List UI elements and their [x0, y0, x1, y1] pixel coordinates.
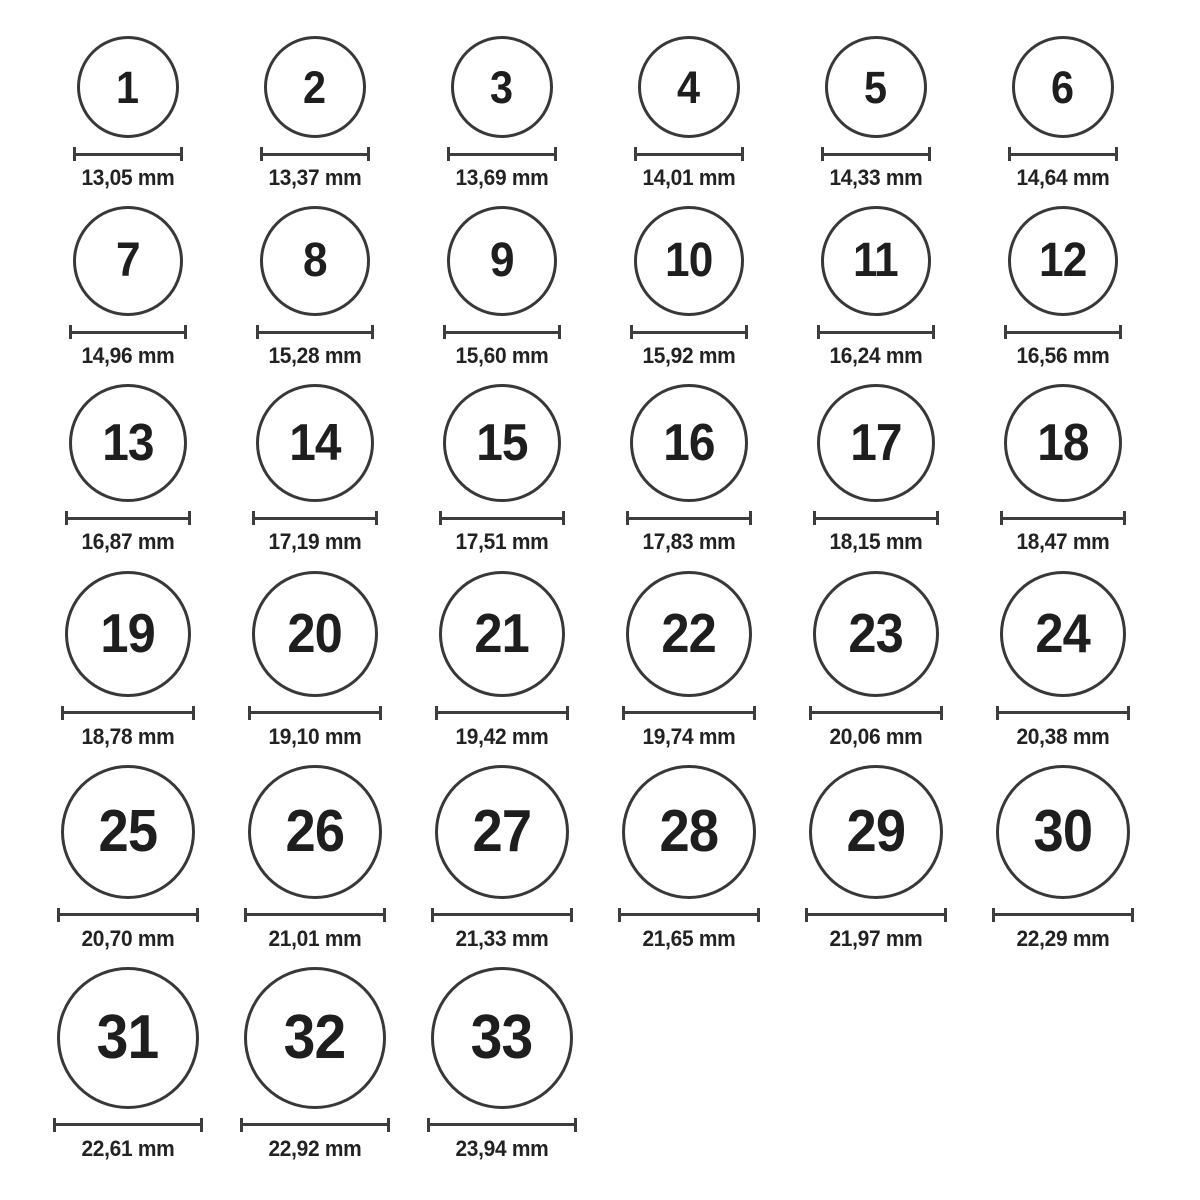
diameter-label: 14,33 mm: [828, 165, 922, 190]
ring-size-item: [408, 765, 595, 951]
ring-number: 29: [846, 798, 905, 865]
ring-number: 14: [288, 414, 341, 473]
dimension-line-bar: [63, 711, 193, 714]
ring-size-item: [408, 967, 595, 1161]
ring-circle: [622, 765, 756, 899]
ring-number: 12: [1038, 234, 1087, 288]
diameter-label: 14,96 mm: [80, 343, 174, 369]
dimension-line-bar: [998, 711, 1128, 714]
dimension-line-bar: [823, 153, 929, 156]
diameter-label: 14,01 mm: [641, 165, 735, 190]
dimension-line-bar: [262, 153, 368, 156]
ring-circle: [264, 36, 366, 138]
ring-size-item: [595, 206, 782, 368]
dimension-line-bar: [55, 1123, 201, 1126]
diameter-label: 16,24 mm: [828, 343, 922, 369]
dimension-line-bar: [437, 711, 567, 714]
ring-number: 2: [303, 61, 326, 113]
dimension-line-bar: [811, 711, 941, 714]
diameter-dimension-line: [61, 706, 195, 720]
diameter-dimension-line: [630, 325, 748, 339]
diameter-label: 21,33 mm: [454, 925, 548, 951]
ring-number: 22: [661, 602, 716, 665]
ring-number: 3: [490, 61, 513, 113]
ring-circle: [1004, 384, 1122, 502]
ring-circle: [439, 571, 565, 697]
ring-number: 30: [1033, 798, 1092, 865]
ring-size-item: [408, 384, 595, 554]
dimension-line-bar: [807, 913, 945, 916]
ring-circle: [638, 36, 740, 138]
ring-number: 10: [664, 234, 713, 288]
diameter-label: 14,64 mm: [1015, 165, 1109, 190]
ring-size-item: [969, 36, 1156, 190]
ring-circle: [1012, 36, 1114, 138]
ring-size-item: [782, 765, 969, 951]
diameter-dimension-line: [439, 511, 565, 525]
ring-number: 1: [116, 61, 139, 113]
diameter-label: 22,29 mm: [1015, 925, 1109, 951]
ring-size-item: [221, 571, 408, 749]
ring-size-item: [221, 967, 408, 1161]
ring-size-item: [34, 571, 221, 749]
ring-circle: [443, 384, 561, 502]
ring-row: [34, 967, 1200, 1161]
ring-circle: [256, 384, 374, 502]
ring-circle: [57, 967, 199, 1109]
ring-circle: [626, 571, 752, 697]
ring-circle: [817, 384, 935, 502]
diameter-dimension-line: [622, 706, 756, 720]
diameter-label: 20,38 mm: [1015, 723, 1109, 749]
ring-size-item: [595, 765, 782, 951]
dimension-line-bar: [819, 331, 933, 334]
ring-number: 11: [853, 234, 898, 288]
ring-size-item: [408, 206, 595, 368]
ring-number: 13: [101, 414, 154, 473]
diameter-label: 16,56 mm: [1015, 343, 1109, 369]
diameter-dimension-line: [805, 908, 947, 922]
diameter-dimension-line: [57, 908, 199, 922]
ring-size-item: [782, 571, 969, 749]
ring-number: 19: [100, 602, 155, 665]
ring-circle: [825, 36, 927, 138]
ring-number: 4: [677, 61, 700, 113]
diameter-label: 17,19 mm: [267, 529, 361, 555]
diameter-dimension-line: [1008, 147, 1118, 161]
ring-circle: [244, 967, 386, 1109]
ring-size-item: [34, 384, 221, 554]
ring-row: [34, 571, 1200, 749]
diameter-dimension-line: [53, 1118, 203, 1132]
dimension-line-bar: [441, 517, 563, 520]
dimension-line-bar: [1010, 153, 1116, 156]
ring-circle: [634, 206, 744, 316]
diameter-dimension-line: [240, 1118, 390, 1132]
diameter-dimension-line: [443, 325, 561, 339]
dimension-line-bar: [628, 517, 750, 520]
ring-row: [34, 206, 1200, 368]
dimension-line-bar: [429, 1123, 575, 1126]
ring-circle: [65, 571, 191, 697]
dimension-line-bar: [449, 153, 555, 156]
dimension-line-bar: [624, 711, 754, 714]
diameter-dimension-line: [435, 706, 569, 720]
ring-number: 7: [115, 234, 140, 288]
dimension-line-bar: [258, 331, 372, 334]
ring-circle: [996, 765, 1130, 899]
ring-number: 8: [302, 234, 327, 288]
ring-size-item: [221, 765, 408, 951]
ring-circle: [1000, 571, 1126, 697]
diameter-dimension-line: [992, 908, 1134, 922]
diameter-label: 21,97 mm: [828, 925, 922, 951]
dimension-line-bar: [59, 913, 197, 916]
ring-circle: [813, 571, 939, 697]
diameter-label: 19,42 mm: [454, 723, 548, 749]
ring-size-item: [408, 36, 595, 190]
dimension-line-bar: [632, 331, 746, 334]
ring-number: 5: [864, 61, 887, 113]
diameter-dimension-line: [65, 511, 191, 525]
ring-number: 27: [472, 798, 531, 865]
ring-row: [34, 36, 1200, 190]
ring-number: 32: [283, 1002, 346, 1072]
diameter-dimension-line: [996, 706, 1130, 720]
ring-size-item: [595, 36, 782, 190]
dimension-line-bar: [75, 153, 181, 156]
diameter-dimension-line: [427, 1118, 577, 1132]
ring-size-item: [221, 36, 408, 190]
ring-number: 26: [285, 798, 344, 865]
diameter-dimension-line: [618, 908, 760, 922]
ring-circle: [260, 206, 370, 316]
dimension-line-bar: [1006, 331, 1120, 334]
ring-circle: [435, 765, 569, 899]
ring-size-item: [782, 384, 969, 554]
diameter-label: 20,70 mm: [80, 925, 174, 951]
diameter-label: 21,01 mm: [267, 925, 361, 951]
ring-size-item: [221, 384, 408, 554]
diameter-label: 13,69 mm: [454, 165, 548, 190]
ring-circle: [447, 206, 557, 316]
ring-size-item: [969, 384, 1156, 554]
ring-number: 18: [1036, 414, 1089, 473]
diameter-label: 21,65 mm: [641, 925, 735, 951]
diameter-dimension-line: [260, 147, 370, 161]
ring-size-item: [34, 36, 221, 190]
ring-circle: [1008, 206, 1118, 316]
diameter-dimension-line: [634, 147, 744, 161]
diameter-dimension-line: [256, 325, 374, 339]
ring-size-item: [34, 967, 221, 1161]
dimension-line-bar: [71, 331, 185, 334]
diameter-dimension-line: [431, 908, 573, 922]
ring-size-item: [34, 206, 221, 368]
diameter-dimension-line: [813, 511, 939, 525]
ring-number: 31: [96, 1002, 159, 1072]
dimension-line-bar: [445, 331, 559, 334]
diameter-label: 18,47 mm: [1015, 529, 1109, 555]
dimension-line-bar: [67, 517, 189, 520]
ring-size-item: [408, 571, 595, 749]
dimension-line-bar: [815, 517, 937, 520]
diameter-label: 13,05 mm: [80, 165, 174, 190]
diameter-label: 13,37 mm: [267, 165, 361, 190]
ring-number: 9: [489, 234, 514, 288]
diameter-dimension-line: [817, 325, 935, 339]
ring-number: 24: [1035, 602, 1090, 665]
dimension-line-bar: [242, 1123, 388, 1126]
ring-number: 16: [662, 414, 715, 473]
ring-size-item: [782, 36, 969, 190]
ring-number: 28: [659, 798, 718, 865]
ring-circle: [451, 36, 553, 138]
diameter-dimension-line: [69, 325, 187, 339]
diameter-dimension-line: [447, 147, 557, 161]
diameter-dimension-line: [809, 706, 943, 720]
diameter-label: 15,92 mm: [641, 343, 735, 369]
ring-number: 33: [470, 1002, 533, 1072]
ring-size-item: [595, 571, 782, 749]
diameter-label: 18,15 mm: [828, 529, 922, 555]
diameter-label: 17,83 mm: [641, 529, 735, 555]
diameter-label: 19,74 mm: [641, 723, 735, 749]
ring-size-item: [969, 206, 1156, 368]
diameter-label: 23,94 mm: [454, 1135, 548, 1161]
ring-number: 17: [849, 414, 902, 473]
diameter-dimension-line: [1004, 325, 1122, 339]
dimension-line-bar: [1002, 517, 1124, 520]
ring-number: 15: [475, 414, 528, 473]
diameter-dimension-line: [252, 511, 378, 525]
ring-number: 21: [474, 602, 529, 665]
dimension-line-bar: [246, 913, 384, 916]
ring-circle: [431, 967, 573, 1109]
ring-circle: [77, 36, 179, 138]
dimension-line-bar: [994, 913, 1132, 916]
diameter-label: 16,87 mm: [80, 529, 174, 555]
ring-circle: [248, 765, 382, 899]
ring-row: [34, 765, 1200, 951]
ring-size-item: [595, 384, 782, 554]
diameter-label: 18,78 mm: [80, 723, 174, 749]
ring-number: 25: [98, 798, 157, 865]
diameter-label: 20,06 mm: [828, 723, 922, 749]
ring-number: 6: [1051, 61, 1074, 113]
diameter-dimension-line: [73, 147, 183, 161]
ring-circle: [821, 206, 931, 316]
diameter-label: 22,61 mm: [80, 1135, 174, 1161]
ring-size-item: [969, 765, 1156, 951]
ring-circle: [73, 206, 183, 316]
ring-circle: [252, 571, 378, 697]
diameter-dimension-line: [821, 147, 931, 161]
dimension-line-bar: [254, 517, 376, 520]
dimension-line-bar: [433, 913, 571, 916]
diameter-label: 19,10 mm: [267, 723, 361, 749]
ring-circle: [69, 384, 187, 502]
ring-circle: [630, 384, 748, 502]
ring-size-item: [782, 206, 969, 368]
diameter-label: 17,51 mm: [454, 529, 548, 555]
ring-number: 23: [848, 602, 903, 665]
ring-number: 20: [287, 602, 342, 665]
dimension-line-bar: [250, 711, 380, 714]
ring-size-item: [969, 571, 1156, 749]
ring-size-item: [221, 206, 408, 368]
ring-circle: [809, 765, 943, 899]
diameter-label: 22,92 mm: [267, 1135, 361, 1161]
ring-circle: [61, 765, 195, 899]
diameter-dimension-line: [248, 706, 382, 720]
diameter-label: 15,60 mm: [454, 343, 548, 369]
ring-size-item: [34, 765, 221, 951]
diameter-dimension-line: [1000, 511, 1126, 525]
diameter-dimension-line: [626, 511, 752, 525]
diameter-dimension-line: [244, 908, 386, 922]
dimension-line-bar: [620, 913, 758, 916]
diameter-label: 15,28 mm: [267, 343, 361, 369]
dimension-line-bar: [636, 153, 742, 156]
ring-row: [34, 384, 1200, 554]
